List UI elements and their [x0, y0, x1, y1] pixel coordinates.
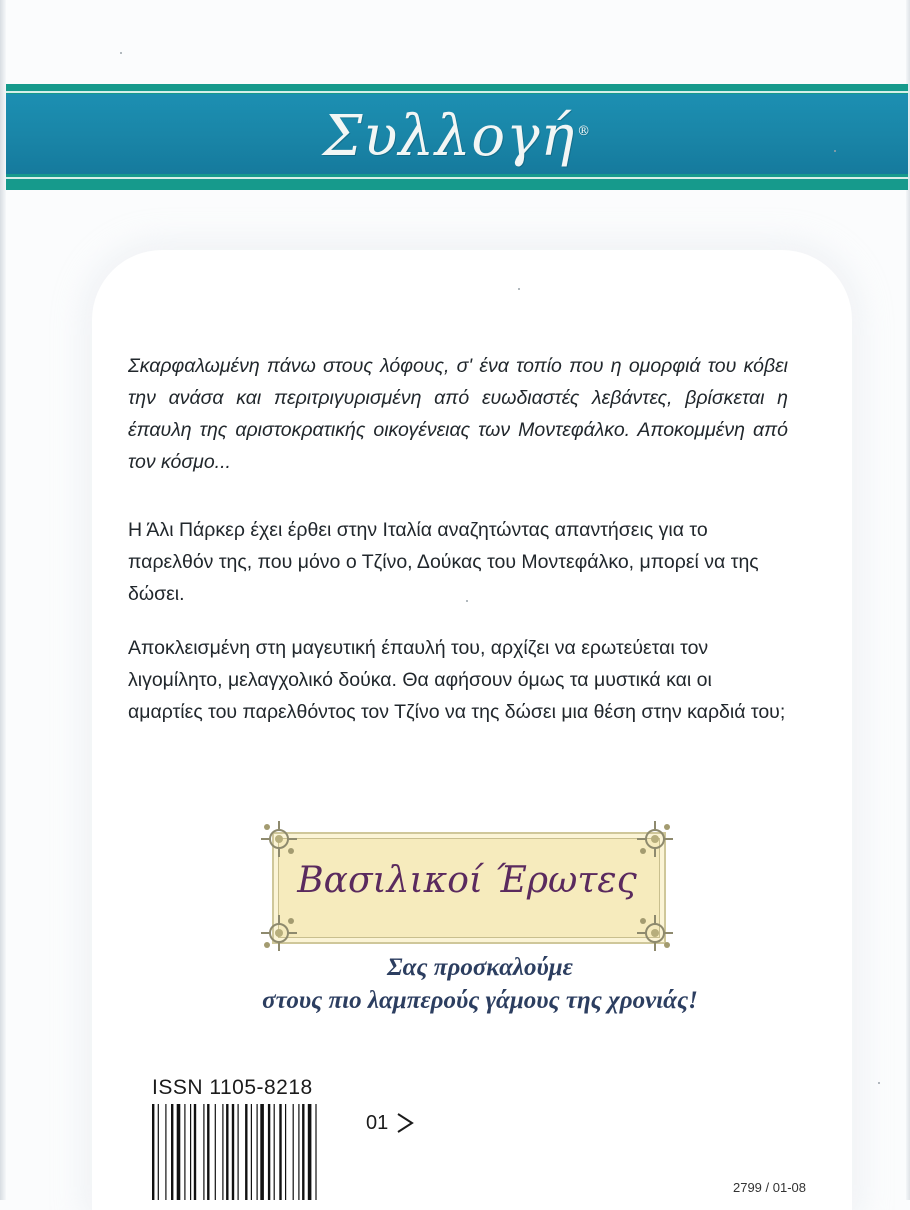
paper-speck	[878, 1082, 880, 1084]
paper-speck	[518, 288, 520, 290]
issn-number: ISSN 1105-8218	[152, 1076, 313, 1099]
paper-speck	[466, 600, 468, 602]
banner-top-line	[6, 91, 908, 93]
issue-arrow-icon	[392, 1111, 420, 1135]
synopsis-paragraph-2: Αποκλεισμένη στη μαγευτική έπαυλή του, αρχίζει να ερωτεύεται τον λιγομίλητο, μελαγχολικό δούκα. Θα αφήσουν όμως τα μυστικά και οι αμαρτίες του παρελθόντος τον Τζίνο να της δώσει μια θέση στην καρδιά του;	[128, 637, 786, 723]
barcode-icon	[152, 1104, 362, 1200]
intro-paragraph: Σκαρφαλωμένη πάνω στους λόφους, σ' ένα τοπίο που η ομορφιά του κόβει την ανάσα και περιτριγυρισμένη από ευωδιαστές λεβάντες, βρίσκεται η έπαυλη της αριστοκρατικής οικογένειας των Μοντεφάλκο. Αποκομμένη από τον κόσμο...	[128, 355, 788, 473]
brand-logo	[6, 104, 908, 169]
brand-title: Συλλογή	[322, 104, 576, 169]
registered-mark: ®	[577, 124, 592, 140]
corner-ornament-icon	[634, 818, 676, 860]
brand-banner	[6, 84, 908, 190]
paper-speck	[834, 150, 836, 152]
corner-ornament-icon	[258, 818, 300, 860]
paper-speck	[120, 52, 122, 54]
corner-ornament-icon	[634, 912, 676, 954]
invitation-line-1: Σας προσκαλούμε	[387, 954, 573, 981]
invitation-line-2: στους πιο λαμπερούς γάμους της χρονιάς!	[262, 987, 698, 1014]
print-code: 2799 / 01-08	[732, 1180, 806, 1195]
issue-code: 01	[366, 1112, 389, 1134]
corner-ornament-icon	[258, 912, 300, 954]
synopsis-paragraph-1: Η Άλι Πάρκερ έχει έρθει στην Ιταλία αναζητώντας απαντήσεις για το παρελθόν της, που μόνο ο Τζίνο, Δούκας του Μοντεφάλκο, μπορεί να της δώσει.	[128, 519, 759, 605]
series-title: Βασιλικοί Έρωτες	[297, 860, 637, 901]
banner-bottom-line	[6, 177, 908, 179]
series-cartouche	[262, 822, 672, 950]
